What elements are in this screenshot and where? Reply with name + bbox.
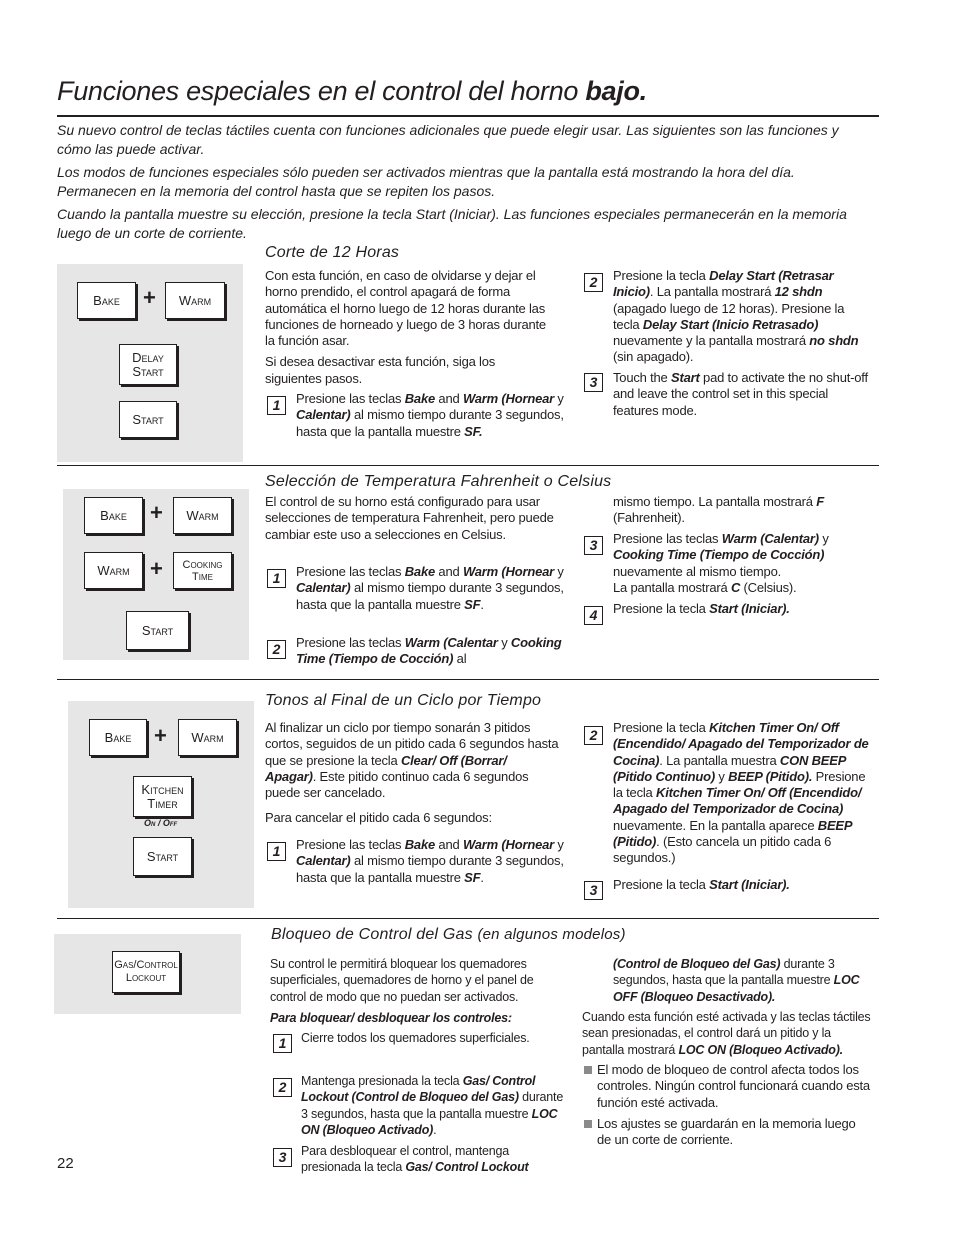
step-3-text: Para desbloquear el control, mantenga presionada la tecla Gas/ Control Lockout xyxy=(301,1144,529,1175)
plus-sign: + xyxy=(154,723,167,748)
step-2-text: Presione la tecla Delay Start (Retrasar Inicio). La pantalla mostrará 12 shdn (apagado luego de 12 horas). Presione la tecla Delay Start (Inicio Retrasado) nuevamente y la pantalla mostrará no shdn (sin apagado). xyxy=(613,268,859,365)
step-4-text: Presione la tecla Start (Iniciar). xyxy=(613,601,790,616)
intro-paragraph-2: Los modos de funciones especiales sólo pueden ser activados mientras que la pantalla está mostrando la hora del día. Permanecen en la memoria del control hasta que se repiten los pasos. xyxy=(57,164,795,199)
intro-paragraph-3: Cuando la pantalla muestre su elección, presione la tecla Start (Iniciar). Las funciones especiales permanecerán en la memoria luego de un corte de corriente. xyxy=(57,206,847,241)
step-3-text: Touch the Start pad to activate the no shut-off and leave the control set in this special features mode. xyxy=(613,370,868,418)
section-title-temp: Selección de Temperatura Fahrenheit o Celsius xyxy=(265,473,612,490)
section-body-12h: Con esta función, en caso de olvidarse y dejar el horno prendido, el control apagará de forma automática el horno luego de 12 horas durante las funciones de horneado y luego de 3 horas durante la función asar. Si desea desactivar esta función, siga los siguientes pasos. xyxy=(265,268,546,386)
step-2-text: Mantenga presionada la tecla Gas/ Control Lockout (Control de Bloqueo del Gas) durante 3 segundos, hasta que la pantalla muestre LOC ON (Bloqueo Activado). xyxy=(301,1074,564,1137)
step-2-text: Presione la tecla Kitchen Timer On/ Off (Encendido/ Apagado del Temporizador de Cocina). La pantalla muestra CON BEEP (Pitido Continuo) y BEEP (Pitido). Presione la tecla Kitchen Timer On/ Off (Encendido/ Apagado del Temporizador de Cocina) nuevamente. En la pantalla aparece BEEP (Pitido). (Esto cancela un pitido cada 6 segundos.) xyxy=(613,720,869,866)
page-title: Funciones especiales en el control del horno bajo. xyxy=(57,76,647,106)
step-number-4: 4 xyxy=(584,606,603,625)
gas-control-lockout-key: Gas/Control Lockout xyxy=(112,951,180,993)
step-number-3: 3 xyxy=(584,881,603,900)
start-key: Start xyxy=(119,401,177,438)
intro-paragraph-1: Su nuevo control de teclas táctiles cuenta con funciones adicionales que puede elegir usar. Las siguientes son las funciones y cómo las puede activar. xyxy=(57,122,839,157)
bake-key: Bake xyxy=(77,282,136,319)
step-2-continuation: mismo tiempo. La pantalla mostrará F (Fahrenheit). xyxy=(613,494,825,526)
keypad-panel-lockout xyxy=(54,934,241,1014)
bullet-icon xyxy=(584,1066,592,1074)
bake-key: Bake xyxy=(89,719,147,756)
bake-key: Bake xyxy=(84,497,143,534)
bullet-1-text: El modo de bloqueo de control afecta todos los controles. Ningún control funcionará cuando esta función esté activada. xyxy=(597,1062,870,1110)
step-number-2: 2 xyxy=(267,640,286,659)
step-number-2: 2 xyxy=(584,273,603,292)
keypad-panel-tones xyxy=(68,701,254,908)
lockout-note: Cuando esta función esté activada y las teclas táctiles sean presionadas, el control dará un pitido y la pantalla mostrará LOC ON (Bloqueo Activado). xyxy=(582,1010,871,1057)
warm-key: Warm xyxy=(165,282,225,319)
step-number-1: 1 xyxy=(267,396,286,415)
kitchen-timer-key: Kitchen Timer xyxy=(133,776,192,817)
page-number: 22 xyxy=(57,1155,74,1172)
step-3-continuation: (Control de Bloqueo del Gas) durante 3 segundos, hasta que la pantalla muestre LOC OFF (Bloqueo Desactivado). xyxy=(613,957,860,1004)
step-1-text: Presione las teclas Bake and Warm (Hornear y Calentar) al mismo tiempo durante 3 segundos, hasta que la pantalla muestre SF. xyxy=(296,837,564,885)
section-title-12h: Corte de 12 Horas xyxy=(265,244,400,261)
keypad-panel-12h xyxy=(57,264,243,462)
step-1-text: Presione las teclas Bake and Warm (Hornear y Calentar) al mismo tiempo durante 3 segundos, hasta que la pantalla muestre SF. xyxy=(296,391,564,439)
bullet-2-text: Los ajustes se guardarán en la memoria luego de un corte de corriente. xyxy=(597,1116,856,1148)
step-number-1: 1 xyxy=(273,1034,292,1053)
bullet-icon xyxy=(584,1120,592,1128)
section-divider xyxy=(57,918,879,919)
step-number-2: 2 xyxy=(584,726,603,745)
section-title-lockout: Bloqueo de Control del Gas (en algunos modelos) xyxy=(271,926,626,943)
title-rule xyxy=(57,115,879,117)
step-3-text: Presione la tecla Start (Iniciar). xyxy=(613,877,790,892)
start-key: Start xyxy=(133,837,192,876)
plus-sign: + xyxy=(143,285,156,310)
warm-key: Warm xyxy=(173,497,232,534)
step-1-text: Presione las teclas Bake and Warm (Hornear y Calentar) al mismo tiempo durante 3 segundos, hasta que la pantalla muestre SF. xyxy=(296,564,564,612)
keypad-panel-temp xyxy=(63,489,249,660)
step-number-3: 3 xyxy=(584,536,603,555)
plus-sign: + xyxy=(150,500,163,525)
section-body-lockout: Su control le permitirá bloquear los quemadores superficiales, quemadores de horno y el panel de control de modo que no puedan ser activados. Para bloquear/ desbloquear los controles: xyxy=(270,957,534,1025)
step-number-3: 3 xyxy=(584,373,603,392)
step-1-text: Cierre todos los quemadores superficiales. xyxy=(301,1031,530,1045)
section-body-temp: El control de su horno está configurado para usar selecciones de temperatura Fahrenheit, pero puede cambiar este uso a selecciones en Celsius. xyxy=(265,494,554,542)
step-number-1: 1 xyxy=(267,842,286,861)
step-number-1: 1 xyxy=(267,569,286,588)
step-3-text: Presione las teclas Warm (Calentar) y Cooking Time (Tiempo de Cocción) nuevamente al mismo tiempo. La pantalla mostrará C (Celsius). xyxy=(613,531,829,595)
section-body-tones: Al finalizar un ciclo por tiempo sonarán 3 pitidos cortos, seguidos de un pitido cada 6 segundos hasta que se presione la tecla Clear/ Off (Borrar/ Apagar). Este pitido continuo cada 6 segundos puede ser cancelado. Para cancelar el pitido cada 6 segundos: xyxy=(265,720,559,826)
warm-key: Warm xyxy=(178,719,237,756)
section-title-tones: Tonos al Final de un Ciclo por Tiempo xyxy=(265,692,542,709)
step-2-text: Presione las teclas Warm (Calentar y Cooking Time (Tiempo de Cocción) al xyxy=(296,635,562,667)
section-divider xyxy=(57,679,879,680)
step-number-3: 3 xyxy=(273,1148,292,1167)
section-divider xyxy=(57,465,879,466)
plus-sign: + xyxy=(150,556,163,581)
step-number-2: 2 xyxy=(273,1078,292,1097)
start-key: Start xyxy=(126,611,189,650)
cooking-time-key: Cooking Time xyxy=(173,552,232,589)
on-off-label: On / Off xyxy=(144,818,178,828)
delay-start-key: Delay Start xyxy=(119,344,177,385)
warm-key: Warm xyxy=(84,552,143,589)
